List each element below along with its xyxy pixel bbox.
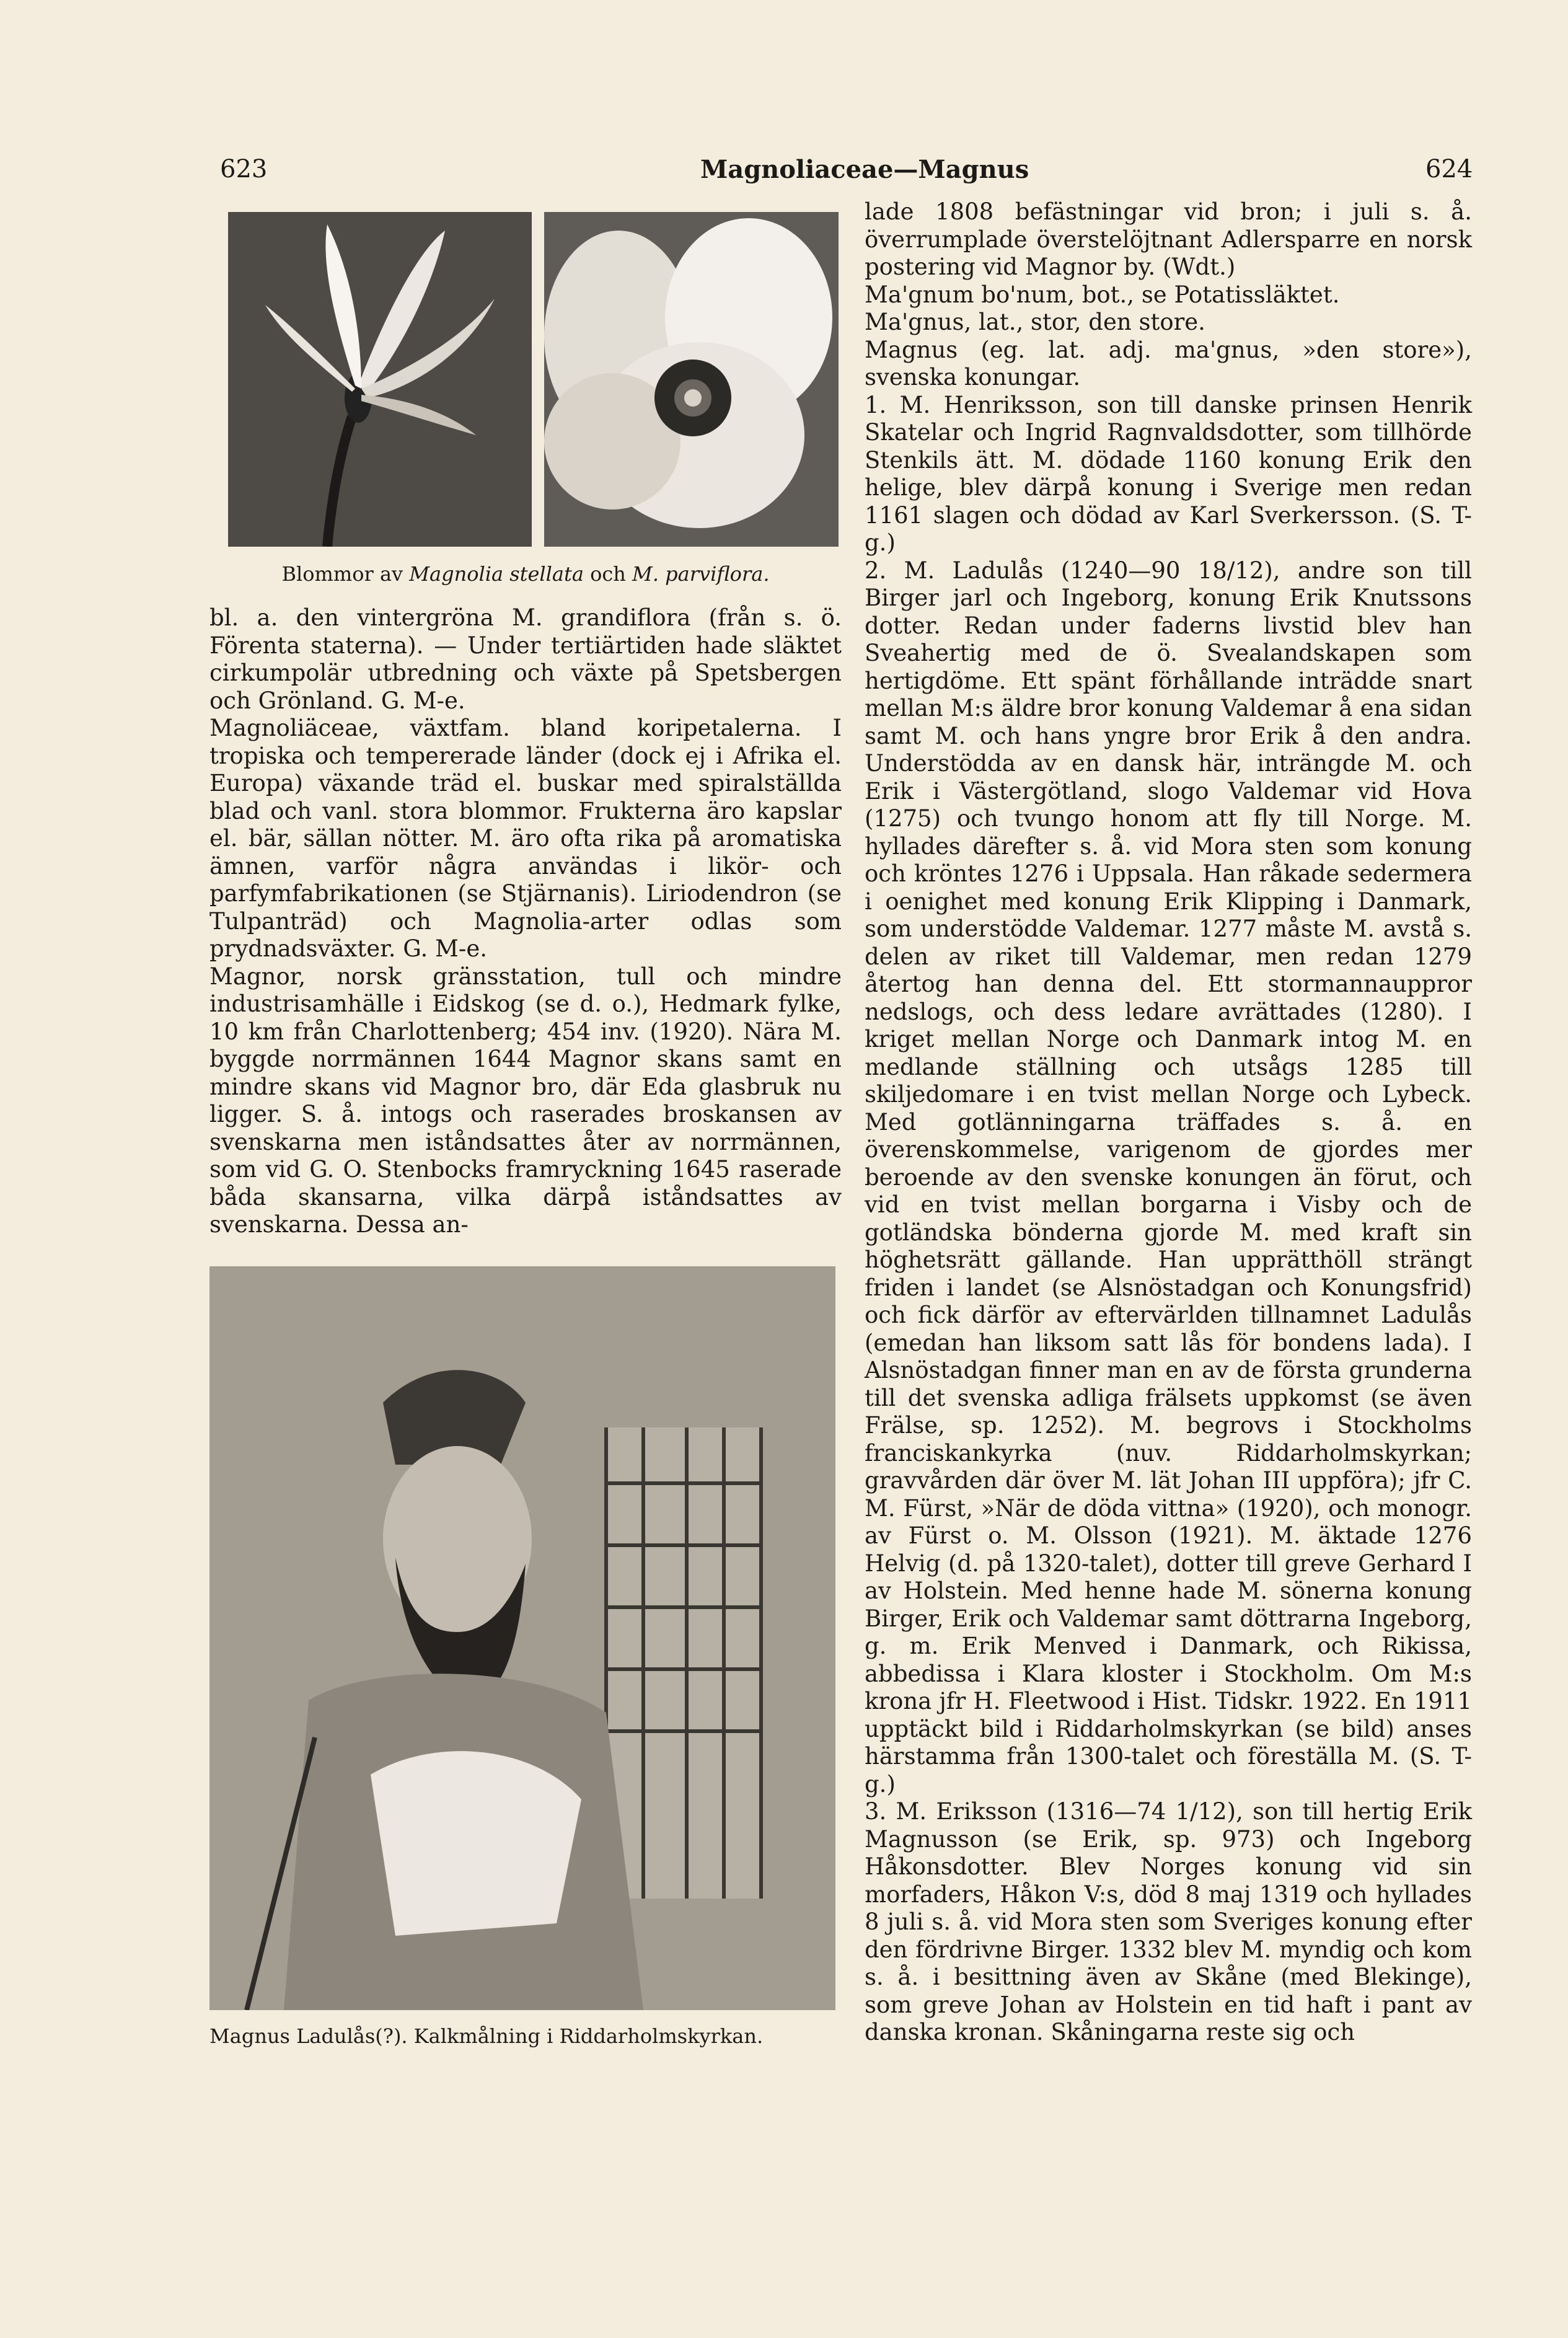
entry-magnus-kings: Magnus (eg. lat. adj. ma'gnus, »den store»), svenska konungar. — [865, 336, 1472, 390]
magnolia-parviflora-photo — [544, 212, 839, 547]
painting-caption: Magnus Ladulås(?). Kalkmålning i Riddarholmskyrkan. — [209, 2024, 764, 2048]
entry-magnus-lat: Ma'gnus, lat., stor, den store. — [865, 309, 1205, 335]
caption-text: Blommor av — [281, 562, 410, 586]
paragraph-magnolia-end: bl. a. den vintergröna M. grandiflora (från s. ö. Förenta staterna). — Under tertiärtiden hade släktet cirkumpolär utbredning och växte på Spetsbergen och Grönland. G. M-e. — [209, 604, 842, 714]
entry-magnus-henriksson: 1. M. Henriksson, son till danske prinsen Henrik Skatelar och Ingrid Ragnvaldsdotter, som tillhörde Stenkils ätt. M. dödade 1160 konung Erik den helige, blev därpå konung i Sverige men redan 1161 slagen och dödad av Karl Sverkersson. (S. T-g.) — [865, 391, 1472, 556]
entry-magnus-eriksson: 3. M. Eriksson (1316—74 1/12), son till hertig Erik Magnusson (se Erik, sp. 973) och Ingeborg Håkonsdotter. Blev Norges konung vid sin morfaders, Håkon V:s, död 8 maj 1319 och hyllades 8 juli s. å. vid Mora sten som Sveriges konung efter den fördrivne Birger. 1332 blev M. myndig och kom s. å. i besittning även av Skåne (med Blekinge), som greve Johan av Holstein en tid haft i pant av danska kronan. Skåningarna reste sig och — [865, 1798, 1472, 2045]
entry-magnoliaceae: Magnoliäceae, växtfam. bland koripetalerna. I tropiska och tempererade länder (dock ej i Afrika el. Europa) växande träd el. buskar med spiralställda blad och vanl. stora blommor. Frukterna äro kapslar el. bär, sällan nötter. M. äro ofta rika på aromatiska ämnen, varför några användas i likör- och parfymfabrikationen (se Stjärnanis). Liriodendron (se Tulpanträd) och Magnolia-arter odlas som prydnadsväxter. G. M-e. — [209, 715, 842, 962]
entry-magnor: Magnor, norsk gränsstation, tull och mindre industrisamhälle i Eidskog (se d. o.), Hedmark fylke, 10 km från Charlottenberg; 454 inv. (1920). Nära M. byggde norrmännen 1644 Magnor skans samt en mindre skans vid Magnor bro, där Eda glasbruk nu ligger. S. å. intogs och raserades broskansen av svenskarna men iståndsattes åter av norrmännen, som vid G. O. Stenbocks framryckning 1645 raserade båda skansarna, vilka därpå iståndsattes av svenskarna. Dessa an- — [209, 963, 842, 1238]
entry-magnus-ladulas: 2. M. Ladulås (1240—90 18/12), andre son till Birger jarl och Ingeborg, konung Erik Knutssons dotter. Redan under faderns livstid blev han Sveahertig med de ö. Svealandskapen som hertigdöme. Ett spänt förhållande inträdde snart mellan M:s äldre bror konung Valdemar å ena sidan samt M. och hans yngre bror Erik å den andra. Understödda av en dansk här, inträngde M. och Erik i Västergötland, slogo Valdemar vid Hova (1275) och tvungo honom att fly till Norge. M. hyllades därefter s. å. vid Mora sten som konung och kröntes 1276 i Uppsala. Han råkade sedermera i oenighet med konung Erik Klipping i Danmark, som understödde Valdemar. 1277 måste M. avstå s. delen av riket till Valdemar, men redan 1279 återtog han denna del. Ett stormannauppror nedslogs, och dess ledare avrättades (1280). I kriget mellan Norge och Danmark intog M. en medlande ställning och utsågs 1285 till skiljedomare i en tvist mellan Norge och Lybeck. Med gotlänningarna träffades s. å. en överenskommelse, varigenom de gjordes mer beroende av den svenske konungen än förut, och vid en tvist mellan borgarna i Visby och de gotländska bönderna gjorde M. med kraft sin höghetsrätt gällande. Han upprätthöll strängt friden i landet (se Alsnöstadgan och Konungsfrid) och fick därför av eftervärlden tillnamnet Ladulås (emedan han liksom satt lås för bondens lada). I Alsnöstadgan finner man en av de första grunderna till det svenska adliga frälsets uppkomst (se även Frälse, sp. 1252). M. begrovs i Stockholms franciskankyrka (nuv. Riddarholmskyrkan; gravvården där över M. lät Johan III uppföra); jfr C. M. Fürst, »När de döda vittna» (1920), och monogr. av Fürst o. M. Olsson (1921). M. äktade 1276 Helvig (d. på 1320-talet), dotter till greve Gerhard I av Holstein. Med henne hade M. sönerna konung Birger, Erik och Valdemar samt döttrarna Ingeborg, g. m. Erik Menved i Danmark, och Rikissa, abbedissa i Klara kloster i Stockholm. Om M:s krona jfr H. Fleetwood i Hist. Tidskr. 1922. En 1911 upptäckt bild i Riddarholmskyrkan (se bild) anses härstamma från 1300-talet och föreställa M. (S. T-g.) — [865, 557, 1472, 1798]
entry-magnum-bonum: Ma'gnum bo'num, bot., se Potatissläktet. — [865, 281, 1340, 308]
photo-caption — [209, 562, 842, 586]
ladulas-painting — [209, 1266, 835, 2010]
right-column — [865, 198, 1472, 2047]
magnolia-photos — [209, 205, 842, 549]
paragraph-magnor-end: lade 1808 befästningar vid bron; i juli s. å. överrumplade överstelöjtnant Adlersparre en norsk postering vid Magnor by. (Wdt.) — [865, 198, 1472, 280]
left-text — [209, 604, 842, 1239]
left-column — [209, 205, 842, 2049]
page-number-left: 623 — [220, 155, 268, 183]
running-head: Magnoliaceae—Magnus — [700, 155, 1029, 184]
magnolia-stellata-photo — [228, 212, 532, 547]
page-number-right: 624 — [1425, 155, 1473, 183]
caption-species-2: M. parviflora. — [632, 562, 770, 586]
caption-text-mid: och — [583, 562, 633, 586]
caption-species-1: Magnolia stellata — [409, 562, 584, 586]
